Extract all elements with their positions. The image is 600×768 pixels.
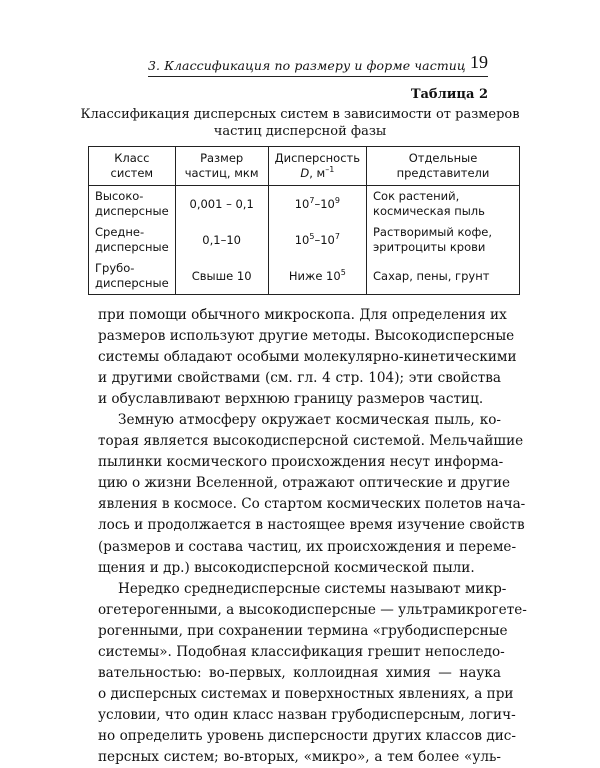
class-line1: Высоко- xyxy=(95,189,144,203)
text-line: и другими свойствами (см. гл. 4 стр. 104); эти свойства xyxy=(98,370,501,387)
table-caption-line-2: частиц дисперсной фазы xyxy=(213,124,387,139)
disp-base: 10 xyxy=(294,232,310,247)
row-representatives xyxy=(367,186,520,223)
row-class xyxy=(89,186,176,223)
class-line1: Грубо- xyxy=(95,261,135,275)
disp-exp1: 5 xyxy=(340,267,346,277)
text-line: (размеров и состава частиц, их происхождения и переме- xyxy=(98,538,517,555)
disp-sep: –10 xyxy=(314,196,335,211)
disp-sep: –10 xyxy=(314,232,335,247)
text-line: явления в космосе. Со стартом космических полетов нача- xyxy=(98,496,526,513)
header-dispersity-unit: , м xyxy=(309,166,326,180)
text-line: пылинки космического происхождения несут информа- xyxy=(98,454,504,471)
page-number: 19 xyxy=(470,52,488,72)
table-caption-line-1: Классификация дисперсных систем в зависимости от размеров xyxy=(80,107,520,122)
table-row xyxy=(89,258,520,295)
header-size-line1: Размер xyxy=(200,151,244,165)
header-representatives xyxy=(367,147,520,186)
reps-line2: эритроциты крови xyxy=(373,240,486,254)
running-head xyxy=(148,52,488,78)
class-line2: дисперсные xyxy=(95,276,169,290)
running-head-title: 3. Классификация по размеру и форме частиц xyxy=(148,58,466,73)
header-reps-line1: Отдельные xyxy=(408,151,478,165)
row-representatives xyxy=(367,222,520,258)
dispersion-table xyxy=(88,146,520,295)
disp-exp1: 7 xyxy=(309,195,315,205)
reps-line2: космическая пыль xyxy=(373,204,485,218)
text-line: цию о жизни Вселенной, отражают оптические и другие xyxy=(98,475,511,492)
disp-exp2: 9 xyxy=(334,195,340,205)
text-line: огетерогенными, а высокодисперсные — ультрамикрогете- xyxy=(98,601,527,618)
row-class xyxy=(89,222,176,258)
text-line: рогенными, при сохранении термина «грубодисперсные xyxy=(98,622,508,639)
reps-line1: Сахар, пены, грунт xyxy=(373,268,490,283)
text-line: Нередко среднедисперсные системы называют микр- xyxy=(118,580,507,597)
disp-base: 10 xyxy=(294,196,310,211)
table-row xyxy=(89,222,520,258)
disp-prefix: Ниже 10 xyxy=(288,268,341,283)
table-label: Таблица 2 xyxy=(410,87,488,102)
header-reps-line2: представители xyxy=(396,166,490,180)
text-line: вательностью: во-первых, коллоидная химия — наука xyxy=(98,664,501,681)
table-row xyxy=(89,186,520,223)
header-size-line2: частиц, мкм xyxy=(184,166,259,180)
text-line: размеров используют другие методы. Высокодисперсные xyxy=(98,328,515,345)
header-size xyxy=(175,147,268,186)
header-class xyxy=(89,147,176,186)
class-line2: дисперсные xyxy=(95,204,169,218)
header-dispersity-line1: Дисперсность xyxy=(274,151,360,165)
disp-exp2: 7 xyxy=(334,231,340,241)
text-line: при помощи обычного микроскопа. Для определения их xyxy=(98,307,507,323)
text-line: лось и продолжается в настоящее время изучение свойств xyxy=(98,517,525,534)
class-line2: дисперсные xyxy=(95,240,169,254)
row-size: 0,001 – 0,1 xyxy=(175,186,268,223)
body-text xyxy=(98,305,527,768)
text-line: Земную атмосферу окружает космическая пыль, ко- xyxy=(118,412,501,429)
text-line: о дисперсных системах и поверхностных явлениях, а при xyxy=(98,685,514,702)
table-header-row xyxy=(89,147,520,186)
text-line: системы». Подобная классификация грешит непоследо- xyxy=(98,643,505,660)
row-dispersity xyxy=(268,258,366,295)
text-line: персных систем; во-вторых, «микро», а тем более «уль- xyxy=(98,748,501,765)
row-size: Свыше 10 xyxy=(175,258,268,295)
text-line: но определить уровень дисперсности других классов дис- xyxy=(98,727,516,744)
class-line1: Средне- xyxy=(95,225,145,239)
reps-line1: Растворимый кофе, xyxy=(373,225,493,239)
text-line: и обуславливают верхнюю границу размеров частиц. xyxy=(98,391,484,408)
row-dispersity xyxy=(268,222,366,258)
row-class xyxy=(89,258,176,295)
text-line: системы обладают особыми молекулярно-кинетическими xyxy=(98,349,517,366)
text-line: щения и др.) высокодисперсной космической пыли. xyxy=(98,559,475,576)
row-representatives xyxy=(367,258,520,295)
reps-line1: Сок растений, xyxy=(373,189,460,203)
disp-exp1: 5 xyxy=(309,231,315,241)
header-dispersity-exponent: –1 xyxy=(325,165,335,175)
header-dispersity-symbol: D xyxy=(300,166,310,180)
header-class-line1: Класс xyxy=(114,151,150,165)
header-dispersity xyxy=(268,147,366,186)
header-class-line2: систем xyxy=(110,166,154,180)
row-dispersity xyxy=(268,186,366,223)
text-line: условии, что один класс назван грубодисперсным, логич- xyxy=(98,706,516,723)
row-size: 0,1–10 xyxy=(175,222,268,258)
header-rule xyxy=(148,76,488,77)
text-line: торая является высокодисперсной системой. Мельчайшие xyxy=(98,433,524,450)
